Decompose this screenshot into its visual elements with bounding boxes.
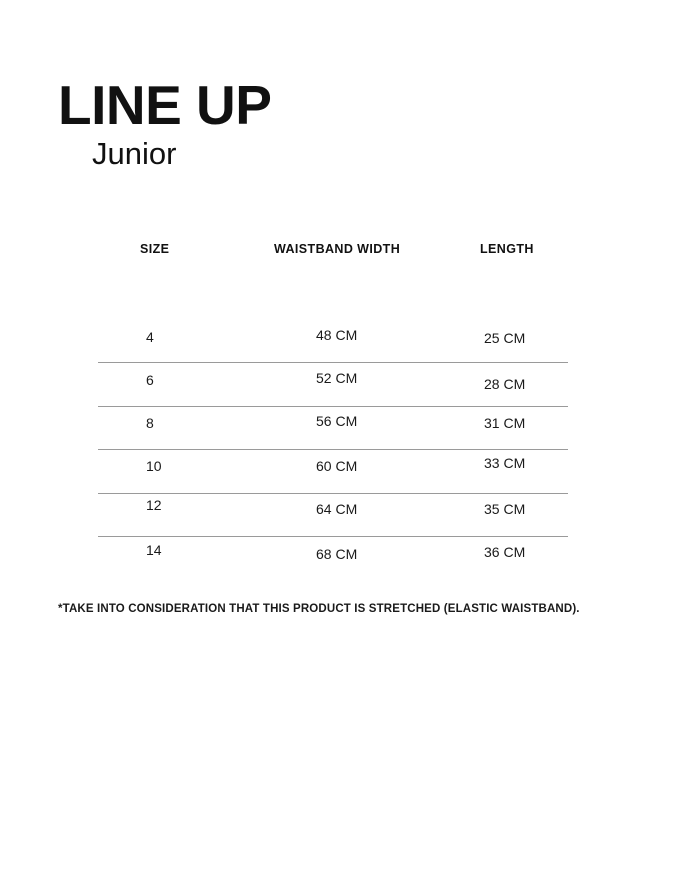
cell-length: 31 CM [484, 415, 526, 431]
cell-size: 14 [146, 542, 162, 558]
cell-size: 10 [146, 458, 162, 474]
table-row [98, 321, 568, 364]
page-title: LINE UP [58, 74, 272, 136]
cell-waistband: 60 CM [316, 458, 358, 474]
table-row [98, 364, 568, 407]
cell-size: 6 [146, 372, 154, 388]
column-header-length: LENGTH [480, 242, 534, 256]
column-header-waistband-width: WAISTBAND WIDTH [274, 242, 401, 256]
table-row [98, 493, 568, 536]
cell-waistband: 64 CM [316, 501, 358, 517]
footnote: *TAKE INTO CONSIDERATION THAT THIS PRODUCT IS STRETCHED (ELASTIC WAISTBAND). [58, 603, 580, 615]
column-header-size: SIZE [140, 242, 170, 256]
cell-waistband: 52 CM [316, 370, 358, 386]
cell-length: 25 CM [484, 330, 526, 346]
table-body [98, 321, 568, 579]
cell-waistband: 68 CM [316, 546, 358, 562]
cell-length: 35 CM [484, 501, 526, 517]
cell-length: 36 CM [484, 544, 526, 560]
table-row [98, 450, 568, 493]
cell-length: 33 CM [484, 455, 526, 471]
cell-size: 4 [146, 329, 154, 345]
table-row [98, 536, 568, 579]
cell-waistband: 48 CM [316, 327, 358, 343]
cell-size: 12 [146, 497, 162, 513]
table-row [98, 407, 568, 450]
cell-size: 8 [146, 415, 154, 431]
size-table [98, 236, 568, 579]
cell-length: 28 CM [484, 376, 526, 392]
cell-waistband: 56 CM [316, 413, 358, 429]
table-header-row [98, 236, 568, 276]
page-subtitle: Junior [92, 136, 177, 171]
row-divider [98, 362, 568, 363]
